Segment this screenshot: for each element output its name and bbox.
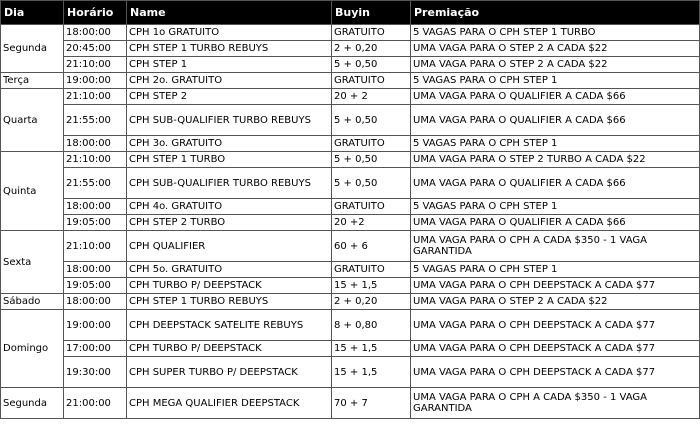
buyin-cell: 2 + 0,20: [332, 41, 411, 57]
name-cell: CPH STEP 1: [127, 57, 332, 73]
name-cell: CPH SUPER TURBO P/ DEEPSTACK: [127, 357, 332, 388]
table-row: [1, 262, 700, 278]
time-cell: 21:10:00: [64, 152, 127, 168]
time-cell: 18:00:00: [64, 25, 127, 41]
prize-cell: UMA VAGA PARA O CPH DEEPSTACK A CADA $77: [411, 357, 700, 388]
name-cell: CPH 1o GRATUITO: [127, 25, 332, 41]
header-time: Horário: [64, 1, 127, 25]
time-cell: 19:05:00: [64, 215, 127, 231]
time-cell: 21:10:00: [64, 89, 127, 105]
header-prize: Premiação: [411, 1, 700, 25]
header-name: Name: [127, 1, 332, 25]
prize-cell: UMA VAGA PARA O QUALIFIER A CADA $66: [411, 215, 700, 231]
buyin-cell: GRATUITO: [332, 25, 411, 41]
name-cell: CPH TURBO P/ DEEPSTACK: [127, 278, 332, 294]
time-cell: 19:00:00: [64, 310, 127, 341]
time-cell: 20:45:00: [64, 41, 127, 57]
table-row: [1, 73, 700, 89]
day-cell: Sábado: [1, 294, 64, 310]
prize-cell: UMA VAGA PARA O CPH DEEPSTACK A CADA $77: [411, 310, 700, 341]
day-cell: Segunda: [1, 388, 64, 419]
name-cell: CPH SUB-QUALIFIER TURBO REBUYS: [127, 105, 332, 136]
time-cell: 18:00:00: [64, 136, 127, 152]
prize-cell: 5 VAGAS PARA O CPH STEP 1 TURBO: [411, 25, 700, 41]
prize-cell: UMA VAGA PARA O CPH DEEPSTACK A CADA $77: [411, 278, 700, 294]
table-row: [1, 357, 700, 388]
name-cell: CPH STEP 1 TURBO: [127, 152, 332, 168]
prize-cell: 5 VAGAS PARA O CPH STEP 1: [411, 262, 700, 278]
buyin-cell: 15 + 1,5: [332, 357, 411, 388]
table-row: [1, 25, 700, 41]
table-row: [1, 41, 700, 57]
time-cell: 21:55:00: [64, 105, 127, 136]
buyin-cell: 5 + 0,50: [332, 57, 411, 73]
table-row: [1, 310, 700, 341]
name-cell: CPH STEP 1 TURBO REBUYS: [127, 41, 332, 57]
prize-cell: 5 VAGAS PARA O CPH STEP 1: [411, 73, 700, 89]
buyin-cell: GRATUITO: [332, 73, 411, 89]
prize-cell: UMA VAGA PARA O CPH A CADA $350 - 1 VAGA GARANTIDA: [411, 231, 700, 262]
time-cell: 21:10:00: [64, 57, 127, 73]
time-cell: 21:55:00: [64, 168, 127, 199]
name-cell: CPH STEP 1 TURBO REBUYS: [127, 294, 332, 310]
prize-cell: UMA VAGA PARA O STEP 2 A CADA $22: [411, 294, 700, 310]
name-cell: CPH 4o. GRATUITO: [127, 199, 332, 215]
buyin-cell: 20 +2: [332, 215, 411, 231]
table-row: [1, 215, 700, 231]
time-cell: 19:05:00: [64, 278, 127, 294]
buyin-cell: 60 + 6: [332, 231, 411, 262]
name-cell: CPH 5o. GRATUITO: [127, 262, 332, 278]
buyin-cell: 15 + 1,5: [332, 341, 411, 357]
buyin-cell: 5 + 0,50: [332, 105, 411, 136]
name-cell: CPH 2o. GRATUITO: [127, 73, 332, 89]
day-cell: Sexta: [1, 231, 64, 294]
buyin-cell: 8 + 0,80: [332, 310, 411, 341]
time-cell: 17:00:00: [64, 341, 127, 357]
buyin-cell: GRATUITO: [332, 199, 411, 215]
prize-cell: UMA VAGA PARA O STEP 2 TURBO A CADA $22: [411, 152, 700, 168]
name-cell: CPH MEGA QUALIFIER DEEPSTACK: [127, 388, 332, 419]
day-cell: Segunda: [1, 25, 64, 73]
table-row: [1, 168, 700, 199]
header-day: Dia: [1, 1, 64, 25]
table-row: [1, 136, 700, 152]
buyin-cell: GRATUITO: [332, 262, 411, 278]
prize-cell: UMA VAGA PARA O CPH A CADA $350 - 1 VAGA GARANTIDA: [411, 388, 700, 419]
time-cell: 19:30:00: [64, 357, 127, 388]
time-cell: 18:00:00: [64, 262, 127, 278]
table-row: [1, 388, 700, 419]
name-cell: CPH QUALIFIER: [127, 231, 332, 262]
table-row: [1, 57, 700, 73]
name-cell: CPH DEEPSTACK SATELITE REBUYS: [127, 310, 332, 341]
name-cell: CPH SUB-QUALIFIER TURBO REBUYS: [127, 168, 332, 199]
time-cell: 18:00:00: [64, 294, 127, 310]
time-cell: 21:10:00: [64, 231, 127, 262]
prize-cell: UMA VAGA PARA O STEP 2 A CADA $22: [411, 57, 700, 73]
schedule-body: [1, 25, 700, 419]
buyin-cell: 5 + 0,50: [332, 168, 411, 199]
prize-cell: UMA VAGA PARA O STEP 2 A CADA $22: [411, 41, 700, 57]
name-cell: CPH TURBO P/ DEEPSTACK: [127, 341, 332, 357]
table-row: [1, 199, 700, 215]
name-cell: CPH 3o. GRATUITO: [127, 136, 332, 152]
header-buyin: Buyin: [332, 1, 411, 25]
buyin-cell: 5 + 0,50: [332, 152, 411, 168]
table-row: [1, 341, 700, 357]
table-row: [1, 105, 700, 136]
name-cell: CPH STEP 2 TURBO: [127, 215, 332, 231]
prize-cell: 5 VAGAS PARA O CPH STEP 1: [411, 136, 700, 152]
buyin-cell: 2 + 0,20: [332, 294, 411, 310]
buyin-cell: 15 + 1,5: [332, 278, 411, 294]
buyin-cell: 70 + 7: [332, 388, 411, 419]
day-cell: Quarta: [1, 89, 64, 152]
table-row: [1, 152, 700, 168]
table-row: [1, 294, 700, 310]
table-row: [1, 231, 700, 262]
prize-cell: UMA VAGA PARA O QUALIFIER A CADA $66: [411, 168, 700, 199]
time-cell: 21:00:00: [64, 388, 127, 419]
time-cell: 18:00:00: [64, 199, 127, 215]
header-row: [1, 1, 700, 25]
day-cell: Domingo: [1, 310, 64, 388]
buyin-cell: GRATUITO: [332, 136, 411, 152]
prize-cell: UMA VAGA PARA O QUALIFIER A CADA $66: [411, 89, 700, 105]
table-row: [1, 278, 700, 294]
day-cell: Quinta: [1, 152, 64, 231]
table-row: [1, 89, 700, 105]
day-cell: Terça: [1, 73, 64, 89]
prize-cell: UMA VAGA PARA O CPH DEEPSTACK A CADA $77: [411, 341, 700, 357]
prize-cell: UMA VAGA PARA O QUALIFIER A CADA $66: [411, 105, 700, 136]
name-cell: CPH STEP 2: [127, 89, 332, 105]
prize-cell: 5 VAGAS PARA O CPH STEP 1: [411, 199, 700, 215]
buyin-cell: 20 + 2: [332, 89, 411, 105]
time-cell: 19:00:00: [64, 73, 127, 89]
